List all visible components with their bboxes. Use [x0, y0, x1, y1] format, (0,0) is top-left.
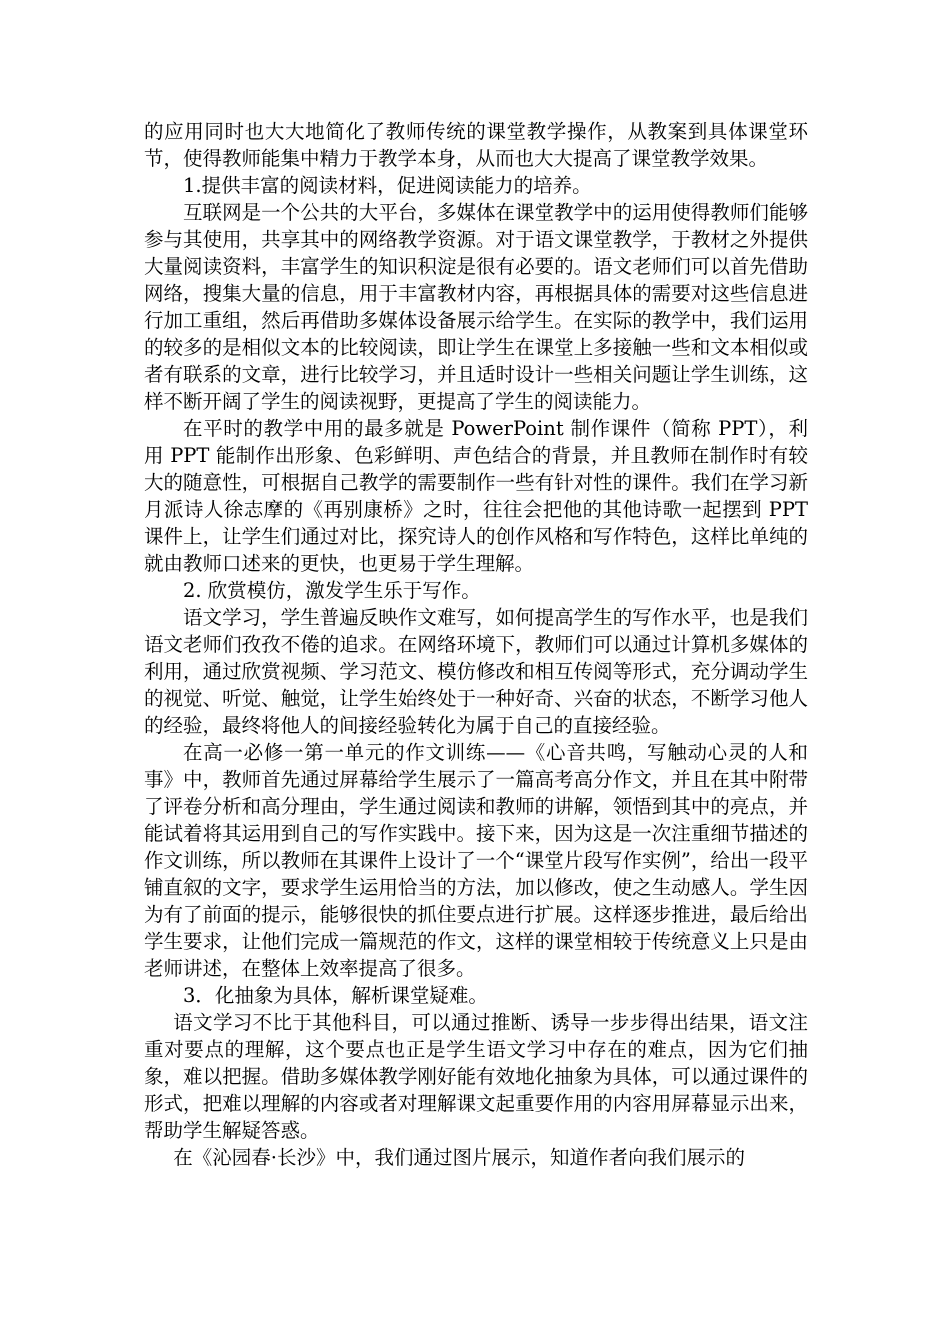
section-heading-2: 2. 欣赏模仿，激发学生乐于写作。	[183, 579, 481, 602]
paragraph-powerpoint: 在平时的教学中用的最多就是 PowerPoint 制作课件（简称 PPT），利用 PPT 能制作出形象、色彩鲜明、声色结合的背景，并且教师在制作时有较大的随意性，可根据自己教学的需要制作一些有针对性的课件。我们在学习新月派诗人徐志摩的《再别康桥》之时，往往会把他的其他诗歌一起摆到 PPT 课件上，让学生们通过对比，探究诗人的创作风格和写作特色，这样比单纯的就由教师口述来的更快，也更易于学生理解。	[144, 417, 808, 575]
document-page	[144, 118, 808, 1171]
section-heading-1: 1.提供丰富的阅读材料，促进阅读能力的培养。	[183, 174, 592, 197]
paragraph-writing: 语文学习，学生普遍反映作文难写，如何提高学生的写作水平，也是我们语文老师们孜孜不倦的追求。在网络环境下，教师们可以通过计算机多媒体的利用，通过欣赏视频、学习范文、模仿修改和相互传阅等形式，充分调动学生的视觉、听觉、触觉，让学生始终处于一种好奇、兴奋的状态，不断学习他人的经验，最终将他人的间接经验转化为属于自己的直接经验。	[144, 606, 808, 737]
paragraph-continuation: 的应用同时也大大地简化了教师传统的课堂教学操作，从教案到具体课堂环节，使得教师能集中精力于教学本身，从而也大大提高了课堂教学效果。	[144, 120, 808, 170]
paragraph-qinyuanchun: 在《沁园春·长沙》中，我们通过图片展示，知道作者向我们展示的	[173, 1146, 745, 1169]
section-heading-3: 3．化抽象为具体，解析课堂疑难。	[183, 984, 488, 1007]
paragraph-abstract-to-concrete: 语文学习不比于其他科目，可以通过推断、诱导一步步得出结果，语文注重对要点的理解，这个要点也正是学生语文学习中存在的难点，因为它们抽象，难以把握。借助多媒体教学刚好能有效地化抽象为具体，可以通过课件的形式，把难以理解的内容或者对理解课文起重要作用的内容用屏幕显示出来，帮助学生解疑答惑。	[144, 1011, 808, 1142]
paragraph-composition-training: 在高一必修一第一单元的作文训练——《心音共鸣，写触动心灵的人和事》中，教师首先通过屏幕给学生展示了一篇高考高分作文，并且在其中附带了评卷分析和高分理由，学生通过阅读和教师的讲解，领悟到其中的亮点，并能试着将其运用到自己的写作实践中。接下来，因为这是一次注重细节描述的作文训练，所以教师在其课件上设计了一个“课堂片段写作实例”，给出一段平铺直叙的文字，要求学生运用恰当的方法，加以修改，使之生动感人。学生因为有了前面的提示，能够很快的抓住要点进行扩展。这样逐步推进，最后给出学生要求，让他们完成一篇规范的作文，这样的课堂相较于传统意义上只是由老师讲述，在整体上效率提高了很多。	[144, 741, 808, 980]
paragraph-internet-resources: 互联网是一个公共的大平台，多媒体在课堂教学中的运用使得教师们能够参与其使用，共享其中的网络教学资源。对于语文课堂教学，于教材之外提供大量阅读资料，丰富学生的知识积淀是很有必要的。语文老师们可以首先借助网络，搜集大量的信息，用于丰富教材内容，再根据具体的需要对这些信息进行加工重组，然后再借助多媒体设备展示给学生。在实际的教学中，我们运用的较多的是相似文本的比较阅读，即让学生在课堂上多接触一些和文本相似或者有联系的文章，进行比较学习，并且适时设计一些相关问题让学生训练，这样不断开阔了学生的阅读视野，更提高了学生的阅读能力。	[144, 201, 808, 413]
